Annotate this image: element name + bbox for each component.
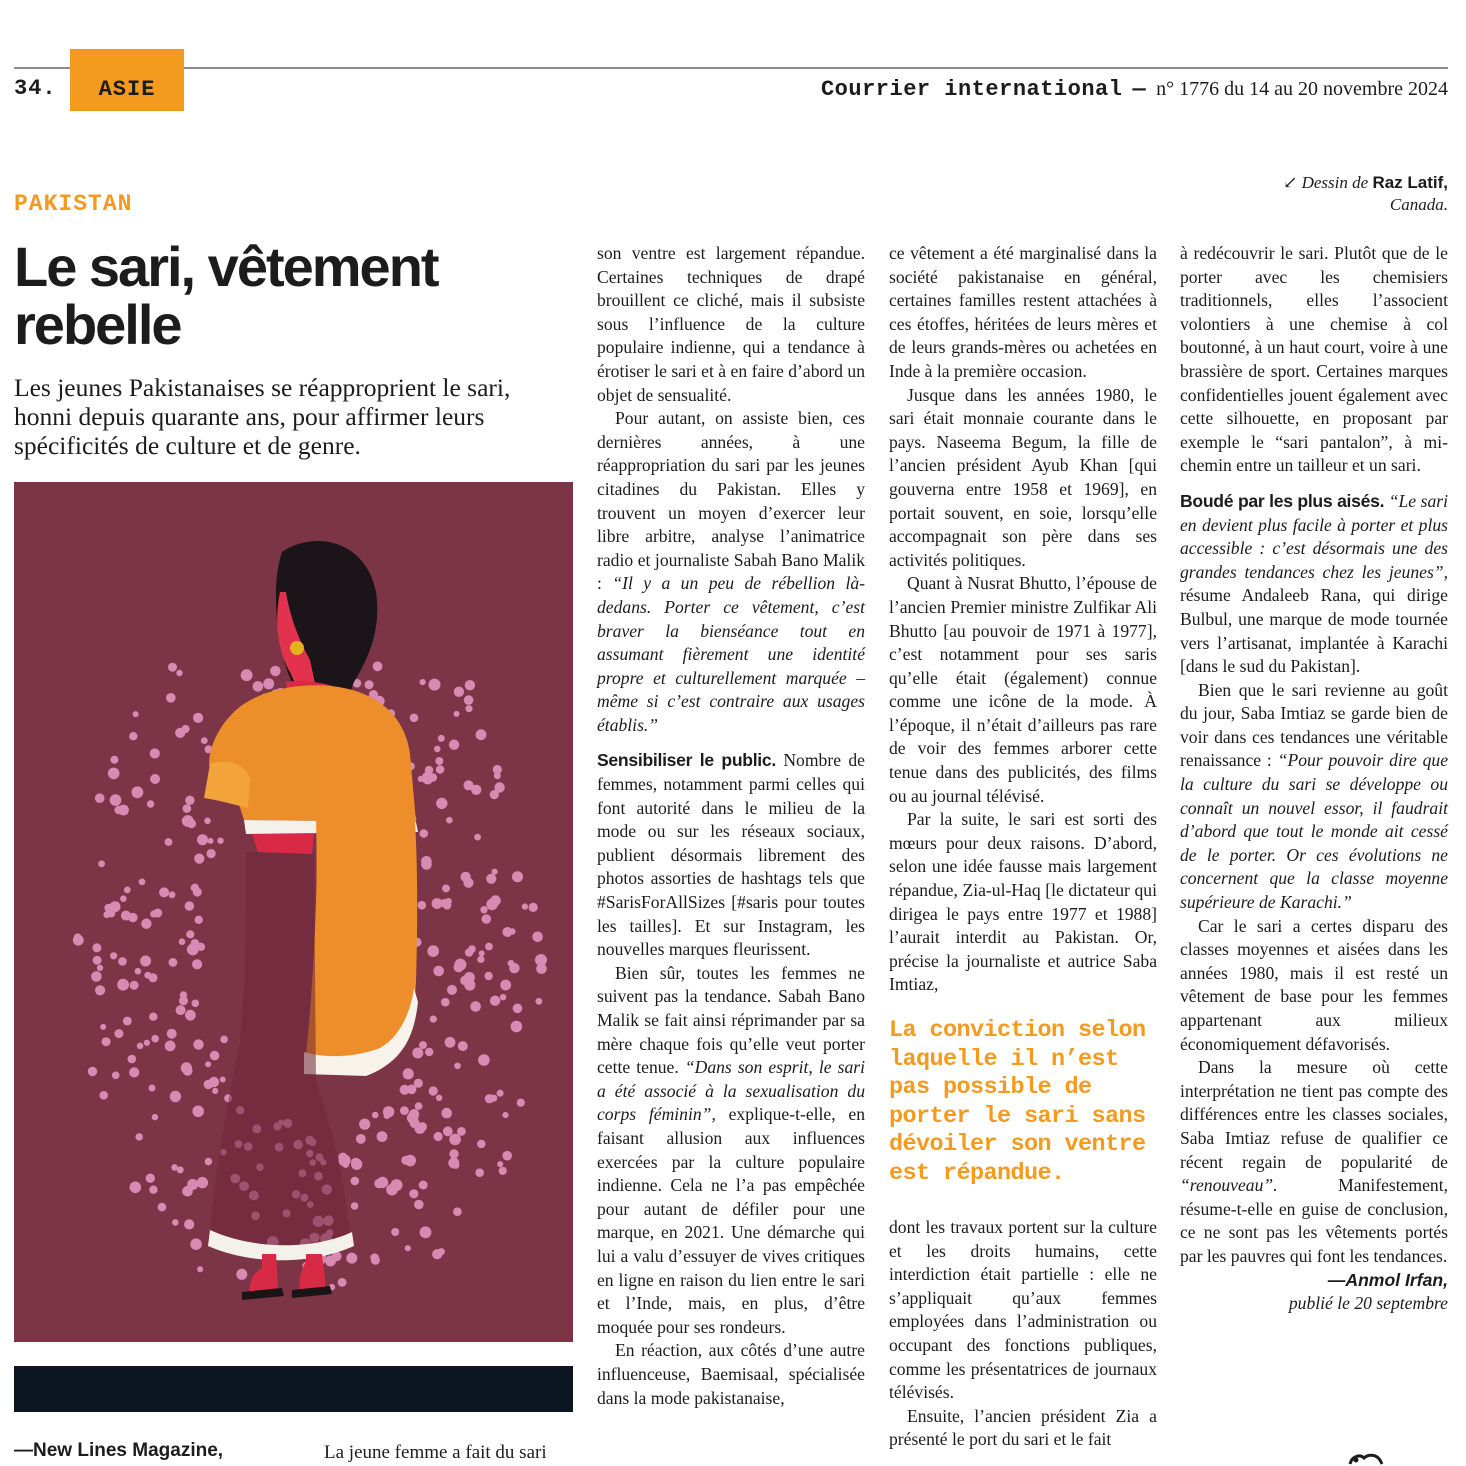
quote: “Il y a un peu de rébellion là-dedans. Porter ce vêtement, c’est braver la bienséance tout en assumant fièrement une identité propre et culturellement marquée – même si c’est contraire aux usages établis.” bbox=[597, 573, 866, 735]
paragraph-text: Nombre de femmes, notamment parmi celles qui font autorité dans le milieu de la mode ou sur les réseaux sociaux, publient désormais librement des photos assorties de hashtags tels que #SarisForAllSizes [#saris pour toutes les tailles]. Et sur Instagram, les nouvelles marques fleurissent. bbox=[597, 750, 865, 960]
masthead: Courrier international bbox=[820, 77, 1123, 102]
paragraph-text: résume Andaleeb Rana, qui dirige Bulbul, une marque de mode tournée vers l’artisanat, implantée à Karachi [dans le sud du Pakistan]. bbox=[1180, 585, 1448, 677]
pull-quote: La conviction selon laquelle il n’est pas possible de porter le sari sans dévoiler son ventre est répandue. bbox=[889, 1017, 1146, 1187]
paragraph: à redécouvrir le sari. Plutôt que de le porter avec les chemisiers traditionnels, elles l’associent volontiers à une chemise à col boutonné, à un haut court, voire à une brassière de sport. Certaines marques confidentielles jouent également avec cette silhouette, en proposant par exemple le “sari pantalon”, à mi-chemin entre un tailleur et un sari. bbox=[1180, 243, 1448, 476]
credit-country: Canada. bbox=[1389, 195, 1448, 214]
paragraph: Jusque dans les années 1980, le sari était monnaie courante dans le pays. Naseema Begum, la fille de l’ancien président Ayub Khan [qui gouverna entre 1958 et 1969], en portait souvent, en soie, lorsqu’elle accompagnait son père dans ses activités politiques. bbox=[889, 384, 1157, 570]
section-gap bbox=[597, 737, 865, 749]
woman-in-sari-illustration bbox=[14, 482, 573, 1342]
paragraph-text: Bien sûr, toutes les femmes ne suivent pas la tendance. Sabah Bano Malik se fait ainsi réprimander par sa mère chaque fois qu’elle veut porter cette tenue. bbox=[597, 962, 865, 1078]
paragraph: Par la suite, le sari est sorti des mœurs pour deux raisons. D’abord, selon une idée fausse mais largement répandue, Zia-ul-Haq [le dictateur qui dirigea le pays entre 1977 et 1988] l’aurait interdit au Pakistan. Or, précise la journaliste et autrice Saba Imtiaz, bbox=[889, 809, 1157, 995]
paragraph: dont les travaux portent sur la culture et les droits humains, cette interdiction était partielle : elle ne s’appliquait qu’aux femmes employées dans l’administration ou occupant des fonctions publiques, comme les présentatrices de journaux télévisés. bbox=[889, 1217, 1157, 1403]
paragraph: ce vêtement a été marginalisé dans la société pakistanaise en général, certaines familles restent attachées à ces étoffes, héritées de leurs mères et de leurs grands-mères ou achetées en Inde à la première occasion. bbox=[889, 243, 1157, 381]
paragraph-text: Manifestement, résume-t-elle en guise de conclusion, ce ne sont pas les vêtements portés par les pauvres qui font les tendances. bbox=[1180, 1175, 1448, 1266]
paragraph bbox=[597, 407, 865, 737]
source-label: —New Lines Magazine, bbox=[14, 1440, 224, 1461]
text-column-3 bbox=[1180, 242, 1448, 1316]
section-badge bbox=[70, 49, 184, 111]
paragraph-text: Bien que le sari revienne au goût du jour, Saba Imtiaz se garde bien de voir dans ces tendances une véritable renaissance : bbox=[1180, 679, 1448, 771]
article-illustration bbox=[14, 482, 573, 1342]
paragraph bbox=[597, 962, 865, 1340]
paragraph bbox=[1180, 1056, 1448, 1268]
illustration-credit bbox=[1283, 172, 1448, 216]
publication-header bbox=[821, 77, 1448, 102]
paragraph: Quant à Nusrat Bhutto, l’épouse de l’ancien Premier ministre Zulfikar Ali Bhutto [au pouvoir de 1971 à 1977], c’est notamment pour ses saris qu’elle était (également) connue comme une icône de la mode. À l’époque, il n’était d’ailleurs pas rare de voir des femmes arborer cette tenue dans des publicités, des films ou au journal télévisé. bbox=[889, 573, 1157, 806]
quote: “Dans son esprit, le sari a été associé à la sexualisation du corps féminin”, bbox=[597, 1057, 865, 1125]
paragraph bbox=[597, 749, 865, 961]
quote: “Le sari en devient plus facile à porter et plus accessible : c’est désormais une des grandes tendances chez les jeunes”, bbox=[1180, 490, 1449, 582]
article-kicker: PAKISTAN bbox=[14, 191, 133, 217]
page-number: 34. bbox=[14, 76, 57, 101]
credit-artist: Raz Latif, bbox=[1372, 173, 1448, 192]
paragraph: Car le sari a certes disparu des classes moyennes et aisées dans les années 1980, mais il est resté un vêtement de base pour les femmes appartenant aux milieux économiquement défavorisés. bbox=[1180, 915, 1448, 1054]
section-gap bbox=[1180, 478, 1448, 490]
caption-text: La jeune femme a fait du sari bbox=[324, 1442, 547, 1463]
paragraph bbox=[1180, 490, 1448, 679]
publication-date: publié le 20 septembre bbox=[1288, 1293, 1448, 1314]
masthead-separator: — bbox=[1132, 77, 1147, 102]
article-headline: Le sari, vêtement rebelle bbox=[14, 235, 438, 356]
quote: “renouveau”. bbox=[1180, 1175, 1278, 1196]
run-in-heading: Sensibiliser le public. bbox=[597, 750, 776, 771]
run-in-heading: Boudé par les plus aisés. bbox=[1180, 490, 1385, 511]
credit-prefix: Dessin de bbox=[1301, 173, 1369, 192]
text-column-1 bbox=[597, 242, 865, 1410]
paragraph-text: Pour autant, on assiste bien, ces dernières années, à une réappropriation du sari par les jeunes citadines du Pakistan. Elles y trouvent un moyen d’exercer leur libre arbitre, analyse l’animatrice radio et journaliste Sabah Bano Malik : bbox=[597, 408, 865, 594]
paragraph: Ensuite, l’ancien président Zia a présenté le port du sari et le fait bbox=[889, 1405, 1157, 1450]
paragraph-text: explique-t-elle, en faisant allusion aux influences exercées par la culture populaire indienne. Cela ne l’a pas empêchée pour autant de défiler pour une marque, en 2021. Une démarche qui lui a valu d’essuyer de vives critiques en ligne en raison du lien entre le sari et l’Inde, mais, en plus, d’être moquée pour ses rondeurs. bbox=[597, 1104, 865, 1337]
issue-info: n° 1776 du 14 au 20 novembre 2024 bbox=[1156, 78, 1448, 100]
text-column-2 bbox=[889, 242, 1157, 1452]
paragraph: son ventre est largement répandue. Certaines techniques de drapé brouillent ce cliché, mais il subsiste sous l’influence de la culture populaire indienne, qui a tendance à érotiser le sari et à en faire d’abord un objet de sensualité. bbox=[597, 243, 865, 405]
quote: “Pour pouvoir dire que la culture du sari se développe ou connaît un nouvel essor, il faudrait d’abord que tout le monde ait cessé de le porter. Or ces évolutions ne concernent que la classe moyenne supérieure de Karachi.” bbox=[1180, 750, 1449, 913]
paragraph: En réaction, aux côtés d’une autre influenceuse, Baemisaal, spécialisée dans la mode pakistanaise, bbox=[597, 1340, 865, 1408]
article-standfirst: Les jeunes Pakistanaises se réapproprient le sari, honni depuis quarante ans, pour affirmer leurs spécificités de culture et de genre. bbox=[14, 373, 511, 460]
header-rule bbox=[14, 67, 1448, 69]
arrow-down-left-icon: ↙ bbox=[1283, 173, 1298, 192]
paragraph bbox=[1180, 679, 1448, 915]
end-of-article-icon bbox=[1346, 1452, 1386, 1466]
paragraph-text: Dans la mesure où cette interprétation ne tient pas compte des différences entre les classes sociales, Saba Imtiaz refuse de qualifier ce récent regain de popularité de bbox=[1180, 1057, 1448, 1172]
section-label: ASIE bbox=[98, 76, 156, 102]
illustration-band bbox=[14, 1366, 573, 1412]
article-byline: —Anmol Irfan, bbox=[1327, 1269, 1448, 1290]
